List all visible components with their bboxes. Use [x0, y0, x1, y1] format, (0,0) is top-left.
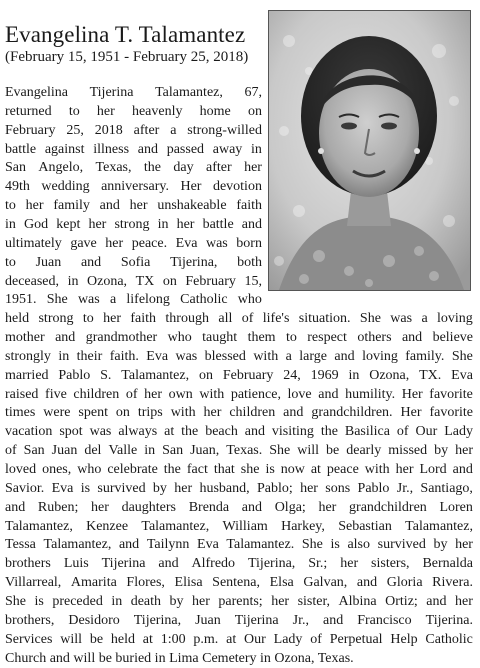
text-line: and Ruben; her daughters Brenda and Olga; her grandchildren Loren — [5, 499, 473, 515]
text-line: battle against illness and passed away in — [5, 141, 262, 157]
text-line: of San Juan del Valle in San Juan, Texas. She will be dearly missed by her — [5, 443, 473, 459]
obituary-name: Evangelina T. Talamantez — [5, 22, 246, 47]
text-line: vacation spot was always at the beach and visiting the Basilica of Our Lady — [5, 424, 473, 440]
text-line: raised five children of her own with patience, love and humility. Her favorite — [5, 386, 473, 402]
text-line: 1951. She was a lifelong Catholic who — [5, 292, 262, 308]
text-line: times were spent on trips with her children and grandchildren. Her favorite — [5, 405, 473, 421]
text-line: brothers Luis Tijerina and Alfredo Tijerina, Sr.; her sisters, Bernalda — [5, 556, 473, 572]
text-line: brothers, Desidoro Tijerina, Juan Tijerina Jr., and Francisco Tijerina. — [5, 612, 473, 628]
text-line: to Juan and Sofia Tijerina, both — [5, 254, 262, 270]
portrait-photo-icon — [269, 11, 470, 290]
text-line: Tessa Talamantez, and Tailynn Eva Talamantez. She is also survived by her — [5, 537, 473, 553]
text-line: married Pablo S. Talamantez, on February 24, 1969 in Ozona, TX. Eva — [5, 367, 473, 383]
text-line: Villarreal, Amarita Flores, Elisa Sentena, Elsa Galvan, and Gloria Rivera. — [5, 575, 473, 591]
text-line: to her family and her unshakeable faith — [5, 198, 262, 214]
text-line: mother and grandmother who taught them to respect others and believe — [5, 330, 473, 346]
text-line: She is preceded in death by her parents; her sister, Albina Ortiz; and her — [5, 593, 473, 609]
text-line: loved ones, who celebrate the fact that she is now at peace with her Lord and — [5, 462, 473, 477]
text-line: Talamantez, Kenzee Talamantez, William Harkey, Sebastian Talamantez, — [5, 518, 473, 534]
text-line: 49th wedding anniversary. Her devotion — [5, 179, 262, 195]
text-line: returned to her heavenly home on — [5, 103, 262, 119]
text-line: strongly in their faith. Eva was blessed with a large and loving family. She — [5, 348, 473, 364]
text-line: February 25, 2018 after a strong-willed — [5, 122, 262, 138]
text-line: deceased, in Ozona, TX on February 15, — [5, 273, 262, 289]
text-line: Evangelina Tijerina Talamantez, 67, — [5, 85, 262, 100]
text-line: in God kept her strong in her battle and — [5, 216, 262, 232]
text-line: held strong to her faith through all of life's situation. She was a loving — [5, 311, 473, 327]
text-line: San Angelo, Texas, the day after her — [5, 160, 262, 176]
text-line: Church and will be buried in Lima Cemetery in Ozona, Texas. — [5, 650, 354, 666]
text-line: ultimately gave her peace. Eva was born — [5, 235, 262, 251]
text-line: Services will be held at 1:00 p.m. at Our Lady of Perpetual Help Catholic — [5, 631, 473, 647]
obituary-dates: (February 15, 1951 - February 25, 2018) — [5, 49, 249, 65]
portrait-photo — [268, 10, 471, 291]
text-line: Savior. Eva is survived by her husband, Pablo; her sons Pablo Jr., Santiago, — [5, 480, 473, 496]
